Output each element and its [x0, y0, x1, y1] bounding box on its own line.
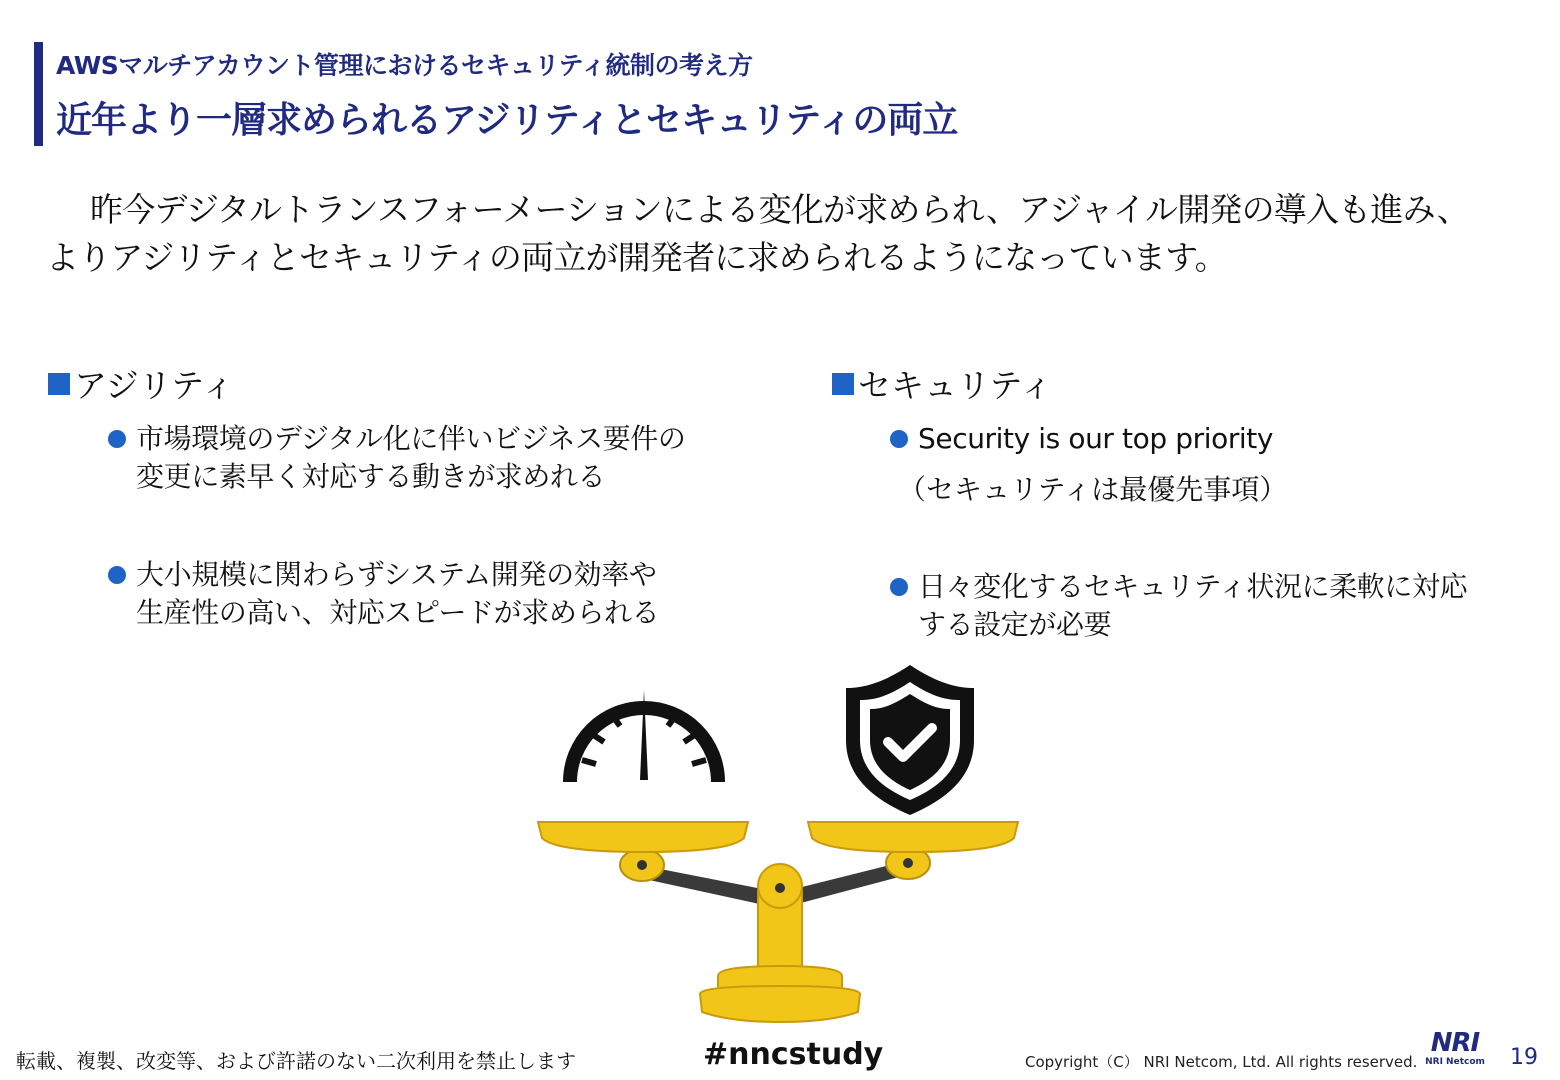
hashtag: #nncstudy [703, 1037, 884, 1072]
slide-subtitle: AWSマルチアカウント管理におけるセキュリティ統制の考え方 [56, 51, 753, 80]
security-bullet-2-line-1: 日々変化するセキュリティ状況に柔軟に対応 [918, 570, 1468, 603]
nri-logo-subtext: NRI Netcom [1425, 1057, 1485, 1067]
security-bullet-2 [918, 568, 1467, 644]
security-bullet-1-line-1: Security is our top priority [918, 422, 1274, 455]
scale-body [538, 822, 1018, 1022]
security-bullet-1 [918, 420, 1273, 458]
intro-line-2: よりアジリティとセキュリティの両立が開発者に求められるようになっています。 [46, 238, 1227, 277]
agility-bullet-2 [136, 556, 659, 632]
security-bullet-2-line-2: する設定が必要 [918, 608, 1112, 641]
agility-bullet-2-line-2: 生産性の高い、対応スピードが求められる [136, 596, 660, 629]
copyright: Copyright（C） NRI Netcom, Ltd. All rights reserved. [1025, 1053, 1418, 1071]
agility-heading [48, 360, 234, 407]
speedometer-icon [570, 690, 718, 782]
square-bullet-icon [832, 373, 854, 395]
circle-bullet-icon [108, 430, 126, 448]
circle-bullet-icon [890, 578, 908, 596]
agility-bullet-2-line-1: 大小規模に関わらずシステム開発の効率や [136, 558, 657, 591]
nri-logo-mark: NRI [1430, 1028, 1480, 1058]
shield-check-icon [846, 665, 974, 815]
agility-bullet-1-line-2: 変更に素早く対応する動きが求めれる [136, 460, 606, 493]
agility-bullet-1-line-1: 市場環境のデジタル化に伴いビジネス要件の [136, 422, 686, 455]
intro-line-1: 昨今デジタルトランスフォーメーションによる変化が求められ、アジャイル開発の導入も進み、 [90, 190, 1469, 229]
security-note: （セキュリティは最優先事項） [898, 473, 1288, 506]
slide-title: 近年より一層求められるアジリティとセキュリティの両立 [56, 100, 958, 141]
copy-notice: 転載、複製、改変等、および許諾のない二次利用を禁止します [16, 1049, 576, 1073]
circle-bullet-icon [890, 430, 908, 448]
square-bullet-icon [48, 373, 70, 395]
title-accent-bar [34, 42, 43, 146]
security-heading [832, 360, 1053, 407]
balance-scale-illustration [530, 660, 1030, 1030]
security-heading-text: セキュリティ [858, 366, 1053, 405]
agility-heading-text: アジリティ [74, 366, 235, 405]
agility-bullet-1 [136, 420, 685, 496]
intro-paragraph [46, 186, 1469, 282]
page-number: 19 [1510, 1045, 1538, 1070]
circle-bullet-icon [108, 566, 126, 584]
nri-logo [1420, 1030, 1490, 1068]
